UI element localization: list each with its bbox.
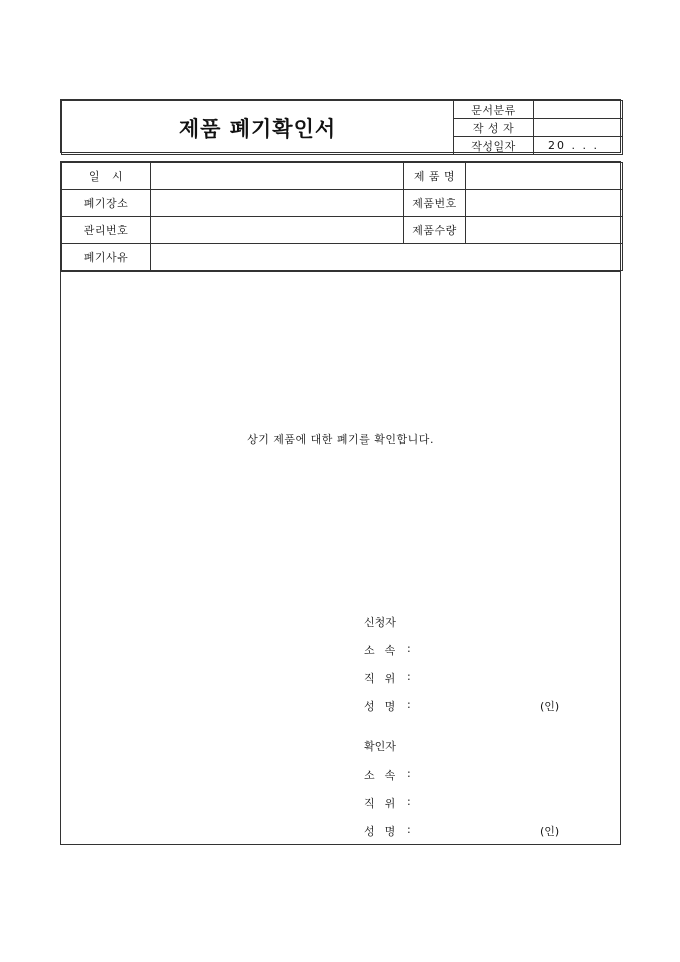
confirmer-name-label: 성명 xyxy=(364,825,406,838)
product-quantity-label: 제품수량 xyxy=(404,217,466,244)
applicant-dept-colon: : xyxy=(407,642,411,655)
written-date-label: 작성일자 xyxy=(454,137,534,155)
applicant-name-label: 성명 xyxy=(364,700,406,713)
applicant-position-colon: : xyxy=(407,670,411,683)
product-name-field[interactable] xyxy=(466,163,623,190)
applicant-dept-label: 소속 xyxy=(364,644,406,657)
confirmer-name-colon: : xyxy=(407,823,411,836)
written-date-field[interactable]: 20 . . . xyxy=(534,137,623,155)
confirmer-seal: (인) xyxy=(540,825,560,838)
document-header xyxy=(60,99,621,153)
product-quantity-field[interactable] xyxy=(466,217,623,244)
confirmation-statement: 상기 제품에 대한 폐기를 확인합니다. xyxy=(247,433,434,446)
confirmer-dept-label: 소속 xyxy=(364,769,406,782)
confirmer-dept-row xyxy=(364,767,624,783)
applicant-title: 신청자 xyxy=(364,616,396,629)
confirmation-body xyxy=(60,271,621,845)
disposal-reason-field[interactable] xyxy=(151,244,623,271)
management-number-field[interactable] xyxy=(151,217,404,244)
product-name-label: 제 품 명 xyxy=(404,163,466,190)
doc-category-field[interactable] xyxy=(534,101,623,119)
product-number-field[interactable] xyxy=(466,190,623,217)
info-table xyxy=(61,162,623,271)
document-title: 제품 폐기확인서 xyxy=(62,101,454,155)
management-number-label: 관리번호 xyxy=(62,217,151,244)
disposal-reason-label: 폐기사유 xyxy=(62,244,151,271)
applicant-name-row xyxy=(364,698,624,714)
confirmer-position-label: 직위 xyxy=(364,797,406,810)
applicant-position-row xyxy=(364,670,624,686)
product-number-label: 제품번호 xyxy=(404,190,466,217)
confirmer-dept-colon: : xyxy=(407,767,411,780)
confirmer-position-row xyxy=(364,795,624,811)
disposal-location-label: 폐기장소 xyxy=(62,190,151,217)
doc-category-label: 문서분류 xyxy=(454,101,534,119)
confirmer-name-row xyxy=(364,823,624,839)
confirmer-title: 확인자 xyxy=(364,740,396,753)
applicant-name-colon: : xyxy=(407,698,411,711)
confirmer-position-colon: : xyxy=(407,795,411,808)
info-section xyxy=(60,161,621,272)
disposal-location-field[interactable] xyxy=(151,190,404,217)
author-label: 작 성 자 xyxy=(454,119,534,137)
applicant-dept-row xyxy=(364,642,624,658)
applicant-seal: (인) xyxy=(540,700,560,713)
author-field[interactable] xyxy=(534,119,623,137)
header-table xyxy=(61,100,623,155)
applicant-position-label: 직위 xyxy=(364,672,406,685)
date-label: 일 시 xyxy=(62,163,151,190)
date-field[interactable] xyxy=(151,163,404,190)
